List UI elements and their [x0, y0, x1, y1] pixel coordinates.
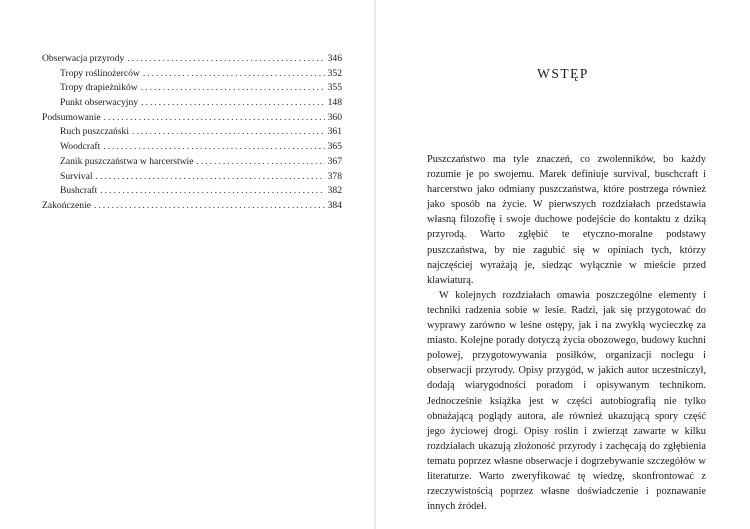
toc-entry [42, 184, 342, 199]
toc-leader-dots [103, 140, 324, 155]
toc-entry [42, 170, 342, 185]
table-of-contents [42, 52, 342, 214]
toc-entry-title: Tropy drapieżników [60, 82, 138, 94]
left-page [0, 0, 374, 529]
toc-leader-dots [141, 96, 325, 111]
chapter-heading: WSTĘP [537, 66, 589, 81]
toc-entry [42, 52, 342, 67]
toc-entry-title: Podsumowanie [42, 111, 101, 123]
toc-entry-page: 352 [327, 67, 342, 79]
toc-entry [42, 81, 342, 96]
toc-entry [42, 199, 342, 214]
paragraph: W kolejnych rozdziałach omawia poszczególne elementy i techniki radzenia sobie w lesie. Radzi, jak się przygotować do wyprawy zarówno w leśne ostępy, jak i na zwykłą wycieczkę za miasto. Kolejne porady dotyczą życia obozowego, budowy kuchni polowej, przygotowywania posiłków, organizacji noclegu i obserwacji przyrody. Opisy przygód, w jakich autor uczestniczył, dodają wiarygodności poradom i opisywanym technikom. Jednocześnie książka jest w części autobiografią nie tylko obnażającą poglądy autora, ale również ukazującą spory część jego życiowej drogi. Opisy roślin i zwierząt zawarte w kilku rozdziałach ukazują złożoność przyrody i zachęcają do zgłębienia tematu poprzez własne obserwacje i dogrzebywanie szczegółów w literaturze. Warto zweryfikować tę wiedzę, skonfrontować z rzeczywistością poprzez własne doświadczenie i poznawanie innych źródeł. [427, 289, 706, 513]
toc-entry-page: 355 [327, 82, 342, 94]
toc-leader-dots [104, 111, 325, 126]
toc-entry [42, 96, 342, 111]
toc-leader-dots [141, 81, 325, 96]
toc-entry-page: 361 [327, 126, 342, 138]
toc-entry-page: 378 [327, 170, 342, 182]
toc-entry-title: Punkt obserwacyjny [60, 97, 139, 109]
toc-entry-page: 367 [327, 155, 342, 167]
toc-entry-page: 346 [327, 53, 342, 64]
toc-entry-title: Zanik puszczaństwa w harcerstwie [60, 155, 194, 167]
toc-entry [42, 155, 342, 170]
toc-entry-title: Tropy roślinożerców [60, 67, 140, 79]
paragraph: Puszczaństwo ma tyle znaczeń, co zwolenników, bo każdy rozumie je po swojemu. Marek definiuje survival, buschcraft i harcerstwo jako odmiany puszczaństwa, które postrzega również jako sposób na życie. W pierwszych rozdziałach przedstawia własną filozofię i swoje duchowe podejście do kontaktu z dziką przyrodą. Warto zgłębić te etyczno-moralne podstawy puszczaństwa, by nie zagubić się w opiniach tych, którzy najczęściej wyrażają je, siedząc wyłącznie w mieście przed klawiaturą. [427, 154, 706, 286]
toc-entry [42, 125, 342, 140]
chapter-body [427, 152, 706, 514]
toc-entry-page: 382 [327, 185, 342, 197]
toc-entry-page: 360 [327, 111, 342, 123]
toc-entry-title: Ruch puszczański [60, 126, 130, 138]
toc-entry-title: Obserwacja przyrody [42, 53, 125, 64]
toc-entry-page: 384 [327, 199, 342, 211]
toc-entry [42, 67, 342, 82]
toc-leader-dots [143, 67, 325, 82]
toc-entry-page: 148 [327, 97, 342, 109]
toc-leader-dots [96, 170, 325, 185]
toc-entry-page: 365 [327, 141, 342, 153]
toc-entry-title: Woodcraft [60, 141, 101, 153]
toc-entry [42, 140, 342, 155]
toc-leader-dots [100, 184, 324, 199]
toc-leader-dots [196, 155, 324, 170]
toc-leader-dots [132, 125, 325, 140]
right-page [376, 0, 750, 529]
toc-entry-title: Bushcraft [60, 185, 98, 197]
toc-entry [42, 111, 342, 126]
toc-leader-dots [127, 52, 324, 67]
toc-entry-title: Survival [60, 170, 93, 182]
toc-leader-dots [94, 199, 325, 214]
toc-entry-title: Zakończenie [42, 199, 92, 211]
